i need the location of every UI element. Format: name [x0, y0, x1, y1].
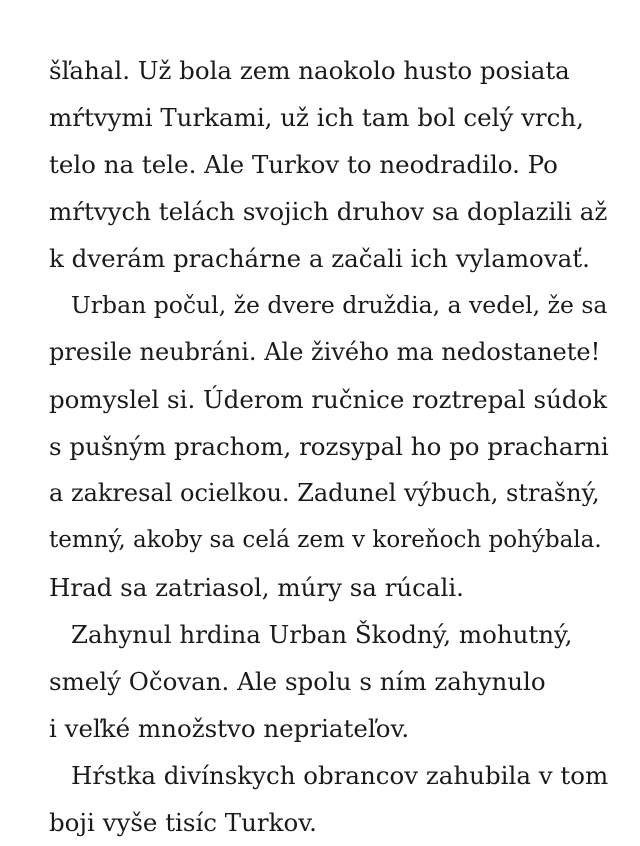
text-line: temný, akoby sa celá zem v koreňoch pohýbala.	[49, 527, 602, 553]
paragraph-first-line: Urban počul, že dvere druždia, a vedel, že sa	[71, 291, 608, 319]
text-line: i veľké množstvo nepriateľov.	[49, 714, 410, 743]
paragraph-first-line: Zahynul hrdina Urban Škodný, mohutný,	[71, 620, 573, 649]
text-line: telo na tele. Ale Turkov to neodradilo. Po	[49, 150, 558, 179]
text-line: smelý Očovan. Ale spolu s ním zahynulo	[49, 667, 546, 696]
paragraph-first-line: Hŕstka divínskych obrancov zahubila v tom	[71, 761, 609, 790]
text-line: k dverám prachárne a začali ich vylamovať.	[49, 244, 590, 273]
text-line: pomyslel si. Úderom ručnice roztrepal súdok	[49, 385, 608, 414]
text-line: mŕtvymi Turkami, už ich tam bol celý vrch,	[49, 103, 584, 132]
text-line: šľahal. Už bola zem naokolo husto posiata	[49, 56, 570, 85]
text-line: mŕtvych telách svojich druhov sa doplazili až	[49, 197, 608, 226]
body-text	[49, 47, 609, 846]
text-line: a zakresal ocielkou. Zadunel výbuch, strašný,	[49, 479, 600, 507]
text-line: s pušným prachom, rozsypal ho po pracharni	[49, 432, 609, 461]
text-line: Hrad sa zatriasol, múry sa rúcali.	[49, 573, 464, 602]
text-line: boji vyše tisíc Turkov.	[49, 808, 317, 837]
text-line: presile neubráni. Ale živého ma nedostanete!	[49, 338, 601, 366]
